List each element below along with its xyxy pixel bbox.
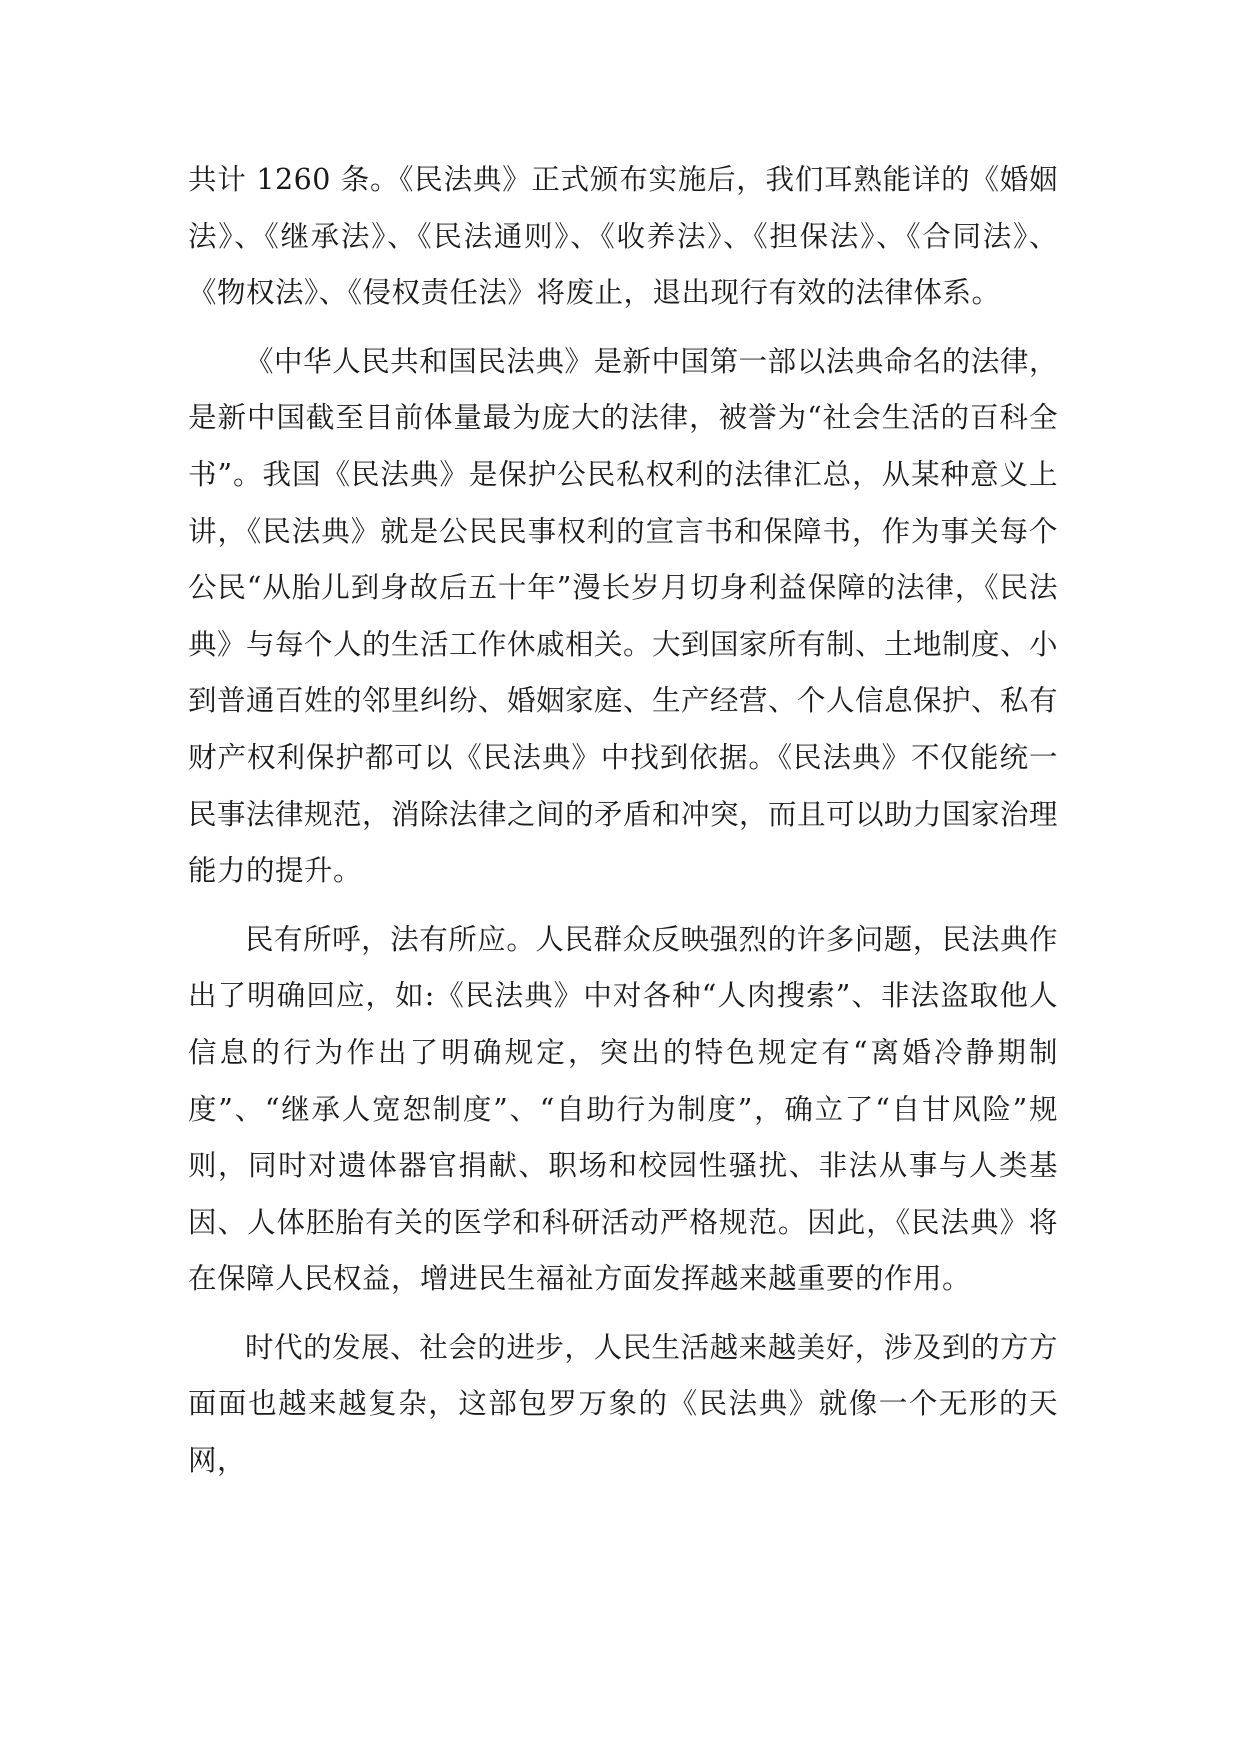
paragraph-4: 时代的发展、社会的进步，人民生活越来越美好，涉及到的方方面面也越来越复杂，这部包罗万象的《民法典》就像一个无形的天网， (188, 1330, 1058, 1478)
paragraph-3: 民有所呼，法有所应。人民群众反映强烈的许多问题，民法典作出了明确回应，如:《民法典》中对各种“人肉搜索”、非法盗取他人信息的行为作出了明确规定，突出的特色规定有“离婚冷静期制度”、“继承人宽恕制度”、“自助行为制度”，确立了“自甘风险”规则，同时对遗体器官捐献、职场和校园性骚扰、非法从事与人类基因、人体胚胎有关的医学和科研活动严格规范。因此，《民法典》将在保障人民权益，增进民生福祉方面发挥越来越重要的作用。 (188, 922, 1058, 1296)
document-body (188, 152, 1058, 1490)
paragraph-2: 《中华人民共和国民法典》是新中国第一部以法典命名的法律，是新中国截至目前体量最为庞大的法律，被誉为“社会生活的百科全书”。我国《民法典》是保护公民私权利的法律汇总，从某种意义上讲，《民法典》就是公民民事权利的宣言书和保障书，作为事关每个公民“从胎儿到身故后五十年”漫长岁月切身利益保障的法律，《民法典》与每个人的生活工作休戚相关。大到国家所有制、土地制度、小到普通百姓的邻里纠纷、婚姻家庭、生产经营、个人信息保护、私有财产权利保护都可以《民法典》中找到依据。《民法典》不仅能统一民事法律规范，消除法律之间的矛盾和冲突，而且可以助力国家治理能力的提升。 (188, 344, 1059, 888)
paragraph-1: 共计 1260 条。《民法典》正式颁布实施后，我们耳熟能详的《婚姻法》、《继承法》、《民法通则》、《收养法》、《担保法》、《合同法》、《物权法》、《侵权责任法》将废止，退出现行有效的法律体系。 (188, 163, 1058, 310)
